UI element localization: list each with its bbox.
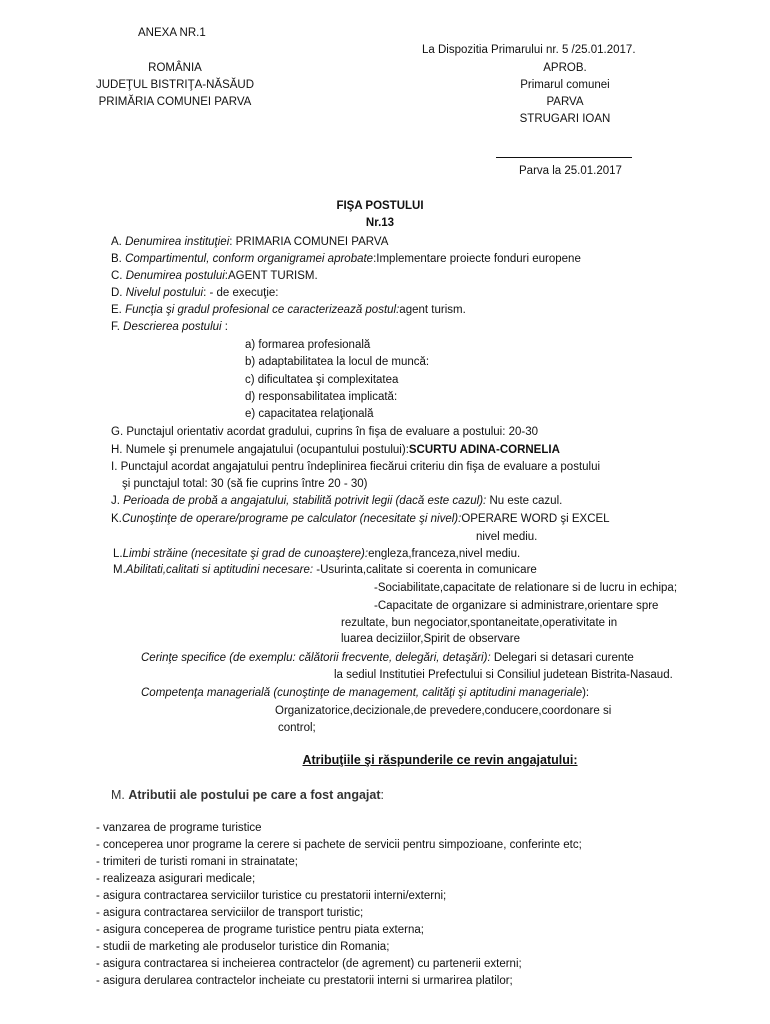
description-item: a) formarea profesională xyxy=(245,339,371,351)
duties-heading: M. Atributii ale postului pe care a fost angajat: xyxy=(111,788,384,802)
duty-item: - asigura derularea contractelor incheiate cu prestatorii interni si urmarirea platilor; xyxy=(96,975,513,987)
approval-label: APROB. xyxy=(543,62,587,74)
specific-requirements: Cerinţe specifice (de exemplu: călătorii frecvente, delegări, detaşări): Delegari si detasari curente xyxy=(141,652,634,664)
signature-line xyxy=(496,157,632,158)
ability-line: -Sociabilitate,capacitate de relationare si de lucru in echipa; xyxy=(374,582,678,594)
managerial-competence: Competenţa managerială (cunoştinţe de management, calităţi şi aptitudini manageriale): xyxy=(141,687,590,699)
duty-item: - vanzarea de programe turistice xyxy=(96,822,262,834)
section-heading: Atribuţiile şi răspunderile ce revin angajatului: xyxy=(302,753,578,767)
duty-item: - asigura contractarea serviciilor turistice cu prestatorii interni/externi; xyxy=(96,890,447,902)
ability-line: rezultate, bun negociator,spontaneitate,operativitate in xyxy=(341,617,618,629)
approver-name: STRUGARI IOAN xyxy=(519,113,611,125)
description-item: b) adaptabilitatea la locul de muncă: xyxy=(245,356,430,368)
managerial-competence-end: control; xyxy=(278,722,316,734)
specific-requirements-continued: la sediul Institutiei Prefectului si Consiliul judetean Bistrita-Nasaud. xyxy=(334,669,673,681)
field-i: I. Punctajul acordat angajatului pentru îndeplinirea fiecărui criteriu din fişa de evaluare a postului xyxy=(111,461,601,473)
description-item: c) dificultatea şi complexitatea xyxy=(245,374,399,386)
header-date: Parva la 25.01.2017 xyxy=(519,165,622,177)
ability-line: luarea deciziilor,Spirit de observare xyxy=(341,633,520,645)
approver-title: Primarul comunei xyxy=(520,79,610,91)
document-title: FIŞA POSTULUI xyxy=(336,200,424,212)
field-k: K.Cunoştinţe de operare/programe pe calculator (necesitate şi nivel):OPERARE WORD şi EXCEL xyxy=(111,513,610,525)
duty-item: - trimiteri de turisti romani in strainatate; xyxy=(96,856,298,868)
field-h: H. Numele şi prenumele angajatului (ocupantului postului):SCURTU ADINA-CORNELIA xyxy=(111,444,560,456)
dispozitie-reference: La Dispozitia Primarului nr. 5 /25.01.2017. xyxy=(422,44,636,56)
field-a: A. Denumirea instituţiei: PRIMARIA COMUNEI PARVA xyxy=(111,236,389,248)
duty-item: - conceperea unor programe la cerere si pachete de servicii pentru simpozioane, conferinte etc; xyxy=(96,839,582,851)
field-l: L.Limbi străine (necesitate şi grad de cunoaştere):engleza,franceza,nivel mediu. xyxy=(113,548,521,560)
header-county: JUDEŢUL BISTRIŢA-NĂSĂUD xyxy=(96,79,255,91)
field-g: G. Punctajul orientativ acordat gradului, cuprins în fişa de evaluare a postului: 20-30 xyxy=(111,426,539,438)
field-d: D. Nivelul postului: - de execuţie: xyxy=(111,287,279,299)
field-b: B. Compartimentul, conform organigramei aprobate:Implementare proiecte fonduri europene xyxy=(111,253,581,265)
field-k-continued: nivel mediu. xyxy=(476,531,538,543)
description-item: d) responsabilitatea implicată: xyxy=(245,391,398,403)
field-f: F. Descrierea postului : xyxy=(111,321,228,333)
field-e: E. Funcţia şi gradul profesional ce caracterizează postul:agent turism. xyxy=(111,304,466,316)
duty-item: - asigura contractarea serviciilor de transport turistic; xyxy=(96,907,364,919)
duty-item: - asigura contractarea si incheierea contractelor (de agrement) cu partenerii externi; xyxy=(96,958,522,970)
employee-name: SCURTU ADINA-CORNELIA xyxy=(408,444,560,456)
duty-item: - studii de marketing ale produselor turistice din Romania; xyxy=(96,941,390,953)
field-m: M.Abilitati,calitati si aptitudini necesare: -Usurinta,calitate si coerenta in comunicare xyxy=(113,564,537,576)
document-number: Nr.13 xyxy=(365,217,395,229)
header-country: ROMÂNIA xyxy=(148,62,202,74)
field-i-continued: şi punctajul total: 30 (să fie cuprins între 20 - 30) xyxy=(122,478,368,490)
field-j: J. Perioada de probă a angajatului, stabilită potrivit legii (dacă este cazul): Nu este cazul. xyxy=(111,495,563,507)
duty-item: - realizeaza asigurari medicale; xyxy=(96,873,256,885)
field-c: C. Denumirea postului:AGENT TURISM. xyxy=(111,270,318,282)
header-institution: PRIMĂRIA COMUNEI PARVA xyxy=(98,96,252,108)
managerial-competence-continued: Organizatorice,decizionale,de prevedere,conducere,coordonare si xyxy=(275,705,612,717)
ability-line: -Capacitate de organizare si administrare,orientare spre xyxy=(374,600,659,612)
annex-number: ANEXA NR.1 xyxy=(138,27,206,39)
duty-item: - asigura conceperea de programe turistice pentru piata externa; xyxy=(96,924,424,936)
description-item: e) capacitatea relaţională xyxy=(245,408,374,420)
approver-commune: PARVA xyxy=(546,96,584,108)
